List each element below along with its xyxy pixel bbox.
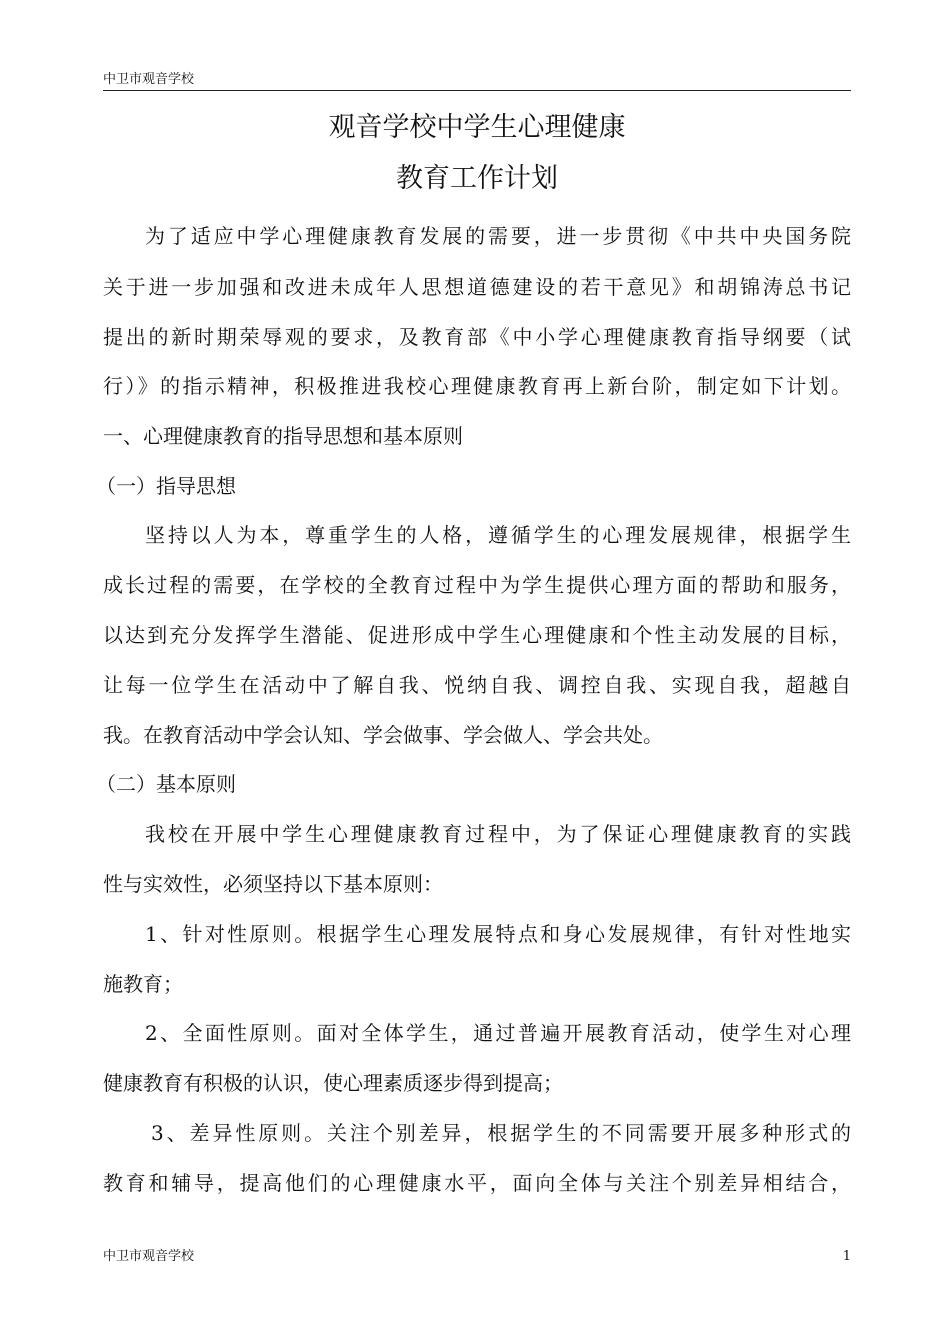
paragraph-line: 关于进一步加强和改进未成年人思想道德建设的若干意见》和胡锦涛总书记 [103,275,851,299]
paragraph-line: 3、差异性原则。关注个别差异，根据学生的不同需要开展多种形式的 [151,1121,851,1145]
page-number: 1 [842,1249,851,1264]
paragraph-line: 我校在开展中学生心理健康教育过程中，为了保证心理健康教育的实践 [145,822,851,846]
paragraph-line: 健康教育有积极的认识，使心理素质逐步得到提高； [103,1071,563,1095]
paragraph-line: 成长过程的需要，在学校的全教育过程中为学生提供心理方面的帮助和服务， [103,573,851,597]
footer-school-name: 中卫市观音学校 [103,1249,195,1264]
paragraph-line: 施教育； [103,972,183,996]
paragraph-line: 行）》的指示精神，积极推进我校心理健康教育再上新台阶，制定如下计划。 [103,374,851,398]
document-title-line-1: 观音学校中学生心理健康 [328,112,626,143]
paragraph-line: 教育和辅导，提高他们的心理健康水平，面向全体与关注个别差异相结合， [103,1171,851,1195]
paragraph-line: 让每一位学生在活动中了解自我、悦纳自我、调控自我、实现自我，超越自 [103,673,851,697]
paragraph-line: 为了适应中学心理健康教育发展的需要，进一步贯彻《中共中央国务院 [145,224,851,248]
paragraph-line: 性与实效性，必须坚持以下基本原则： [103,872,443,896]
paragraph-line: 2、全面性原则。面对全体学生，通过普遍开展教育活动，使学生对心理 [145,1021,851,1045]
page-header [103,70,851,91]
paragraph-line: 1、针对性原则。根据学生心理发展特点和身心发展规律，有针对性地实 [145,922,851,946]
paragraph-line: 坚持以人为本，尊重学生的人格，遵循学生的心理发展规律，根据学生 [145,523,851,547]
paragraph-line: 提出的新时期荣辱观的要求，及教育部《中小学心理健康教育指导纲要（试 [103,325,851,349]
document-title-line-2: 教育工作计划 [396,163,558,194]
section-heading: 一、心理健康教育的指导思想和基本原则 [103,424,463,448]
header-school-name: 中卫市观音学校 [103,72,195,87]
subsection-heading: （一）指导思想 [96,474,236,498]
subsection-heading: （二）基本原则 [96,772,236,796]
paragraph-line: 我。在教育活动中学会认知、学会做事、学会做人、学会共处。 [103,723,663,747]
paragraph-line: 以达到充分发挥学生潜能、促进形成中学生心理健康和个性主动发展的目标， [103,623,851,647]
